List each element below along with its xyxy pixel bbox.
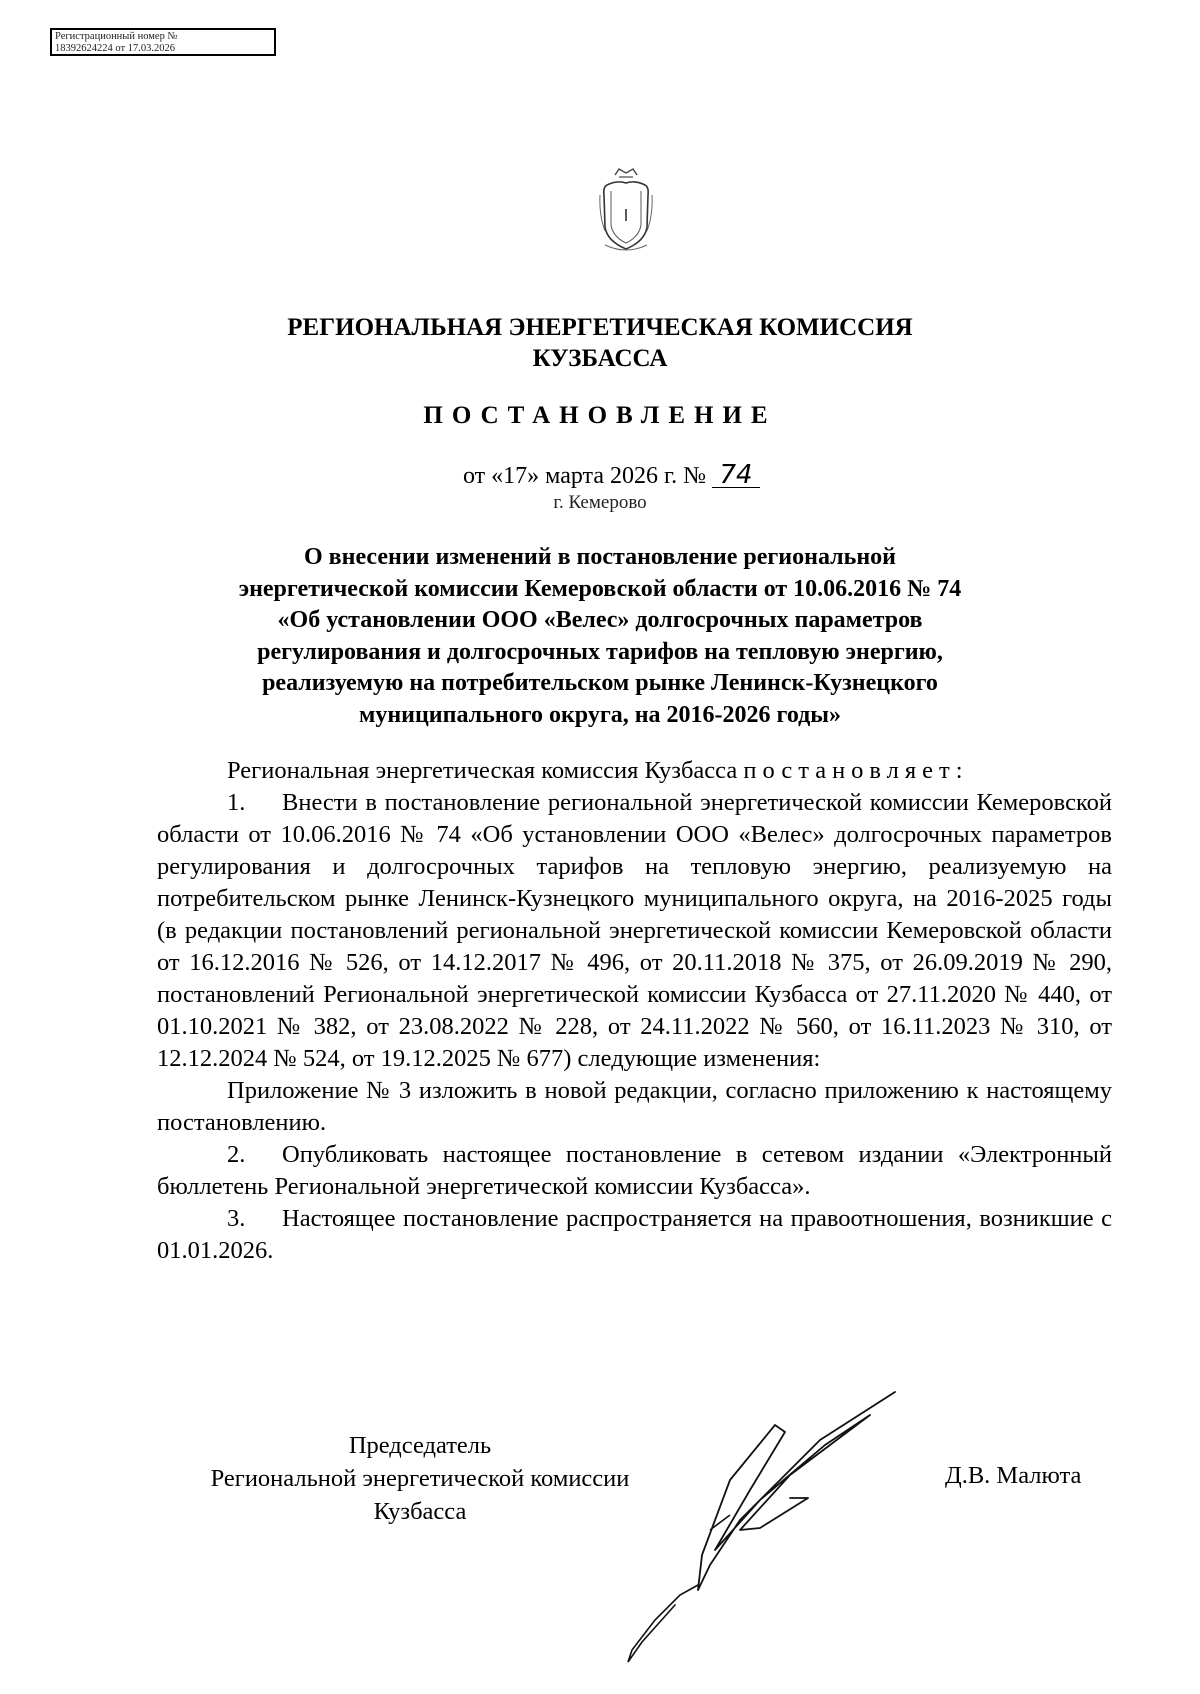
document-date: от «17» марта 2026 г. №	[463, 463, 706, 489]
subject-line: О внесении изменений в постановление региональной	[304, 544, 896, 570]
registration-number: 18392624224 от 17.03.2026	[55, 43, 175, 54]
item-text: Внести в постановление региональной энергетической комиссии Кемеровской области от 10.06.2016 № 74 «Об установлении ООО «Велес» долгосрочных параметров регулирования и долгосрочных тарифов на тепловую энергию, реализуемую на потребительском рынке Ленинск-Кузнецкого муниципального округа, на 2016-2025 годы (в редакции постановлений региональной энергетической комиссии Кемеровской области от 16.12.2016 № 526, от 14.12.2017 № 496, от 20.11.2018 № 375, от 26.09.2019 № 290, постановлений Региональной энергетической комиссии Кузбасса от 27.11.2020 № 440, от 01.10.2021 № 382, от 23.08.2022 № 228, от 24.11.2022 № 560, от 16.11.2023 № 310, от 12.12.2024 № 524, от 19.12.2025 № 677) следующие изменения:	[157, 789, 1112, 1072]
subject-line: реализуемую на потребительском рынке Ленинск-Кузнецкого	[262, 670, 938, 696]
subject-line: энергетической комиссии Кемеровской области от 10.06.2016 № 74	[238, 575, 962, 602]
coat-of-arms-icon	[597, 165, 655, 253]
signer-name: Д.В. Малюта	[945, 1462, 1082, 1489]
item-2	[157, 1139, 1112, 1203]
signer-line: Региональной энергетической комиссии	[210, 1465, 630, 1492]
item-3	[157, 1203, 1112, 1267]
item-number: 2.	[227, 1141, 246, 1168]
date-line	[463, 460, 760, 490]
signer-position	[160, 1429, 680, 1528]
item-1	[157, 787, 1112, 1075]
item-1-sub: Приложение № 3 изложить в новой редакции, согласно приложению к настоящему постановлению.	[157, 1077, 1112, 1136]
document-body	[157, 755, 1112, 1267]
signer-line: Председатель	[348, 1432, 492, 1459]
subject-line: «Об установлении ООО «Велес» долгосрочных параметров	[277, 607, 923, 633]
intro-text: Региональная энергетическая комиссия Кузбасса	[227, 757, 738, 784]
registration-label: Регистрационный номер №	[55, 31, 178, 42]
signature-icon	[620, 1380, 970, 1670]
document-city: г. Кемерово	[553, 492, 647, 513]
item-text: Настоящее постановление распространяется на правоотношения, возникшие с 01.01.2026.	[157, 1205, 1112, 1264]
subject-line: регулирования и долгосрочных тарифов на тепловую энергию,	[257, 638, 943, 665]
intro-paragraph	[157, 755, 1112, 787]
item-text: Опубликовать настоящее постановление в сетевом издании «Электронный бюллетень Региональной энергетической комиссии Кузбасса».	[157, 1141, 1112, 1200]
registration-stamp	[50, 28, 276, 56]
document-type: ПОСТАНОВЛЕНИЕ	[423, 402, 777, 429]
org-name-line1: РЕГИОНАЛЬНАЯ ЭНЕРГЕТИЧЕСКАЯ КОМИССИЯ	[287, 314, 913, 341]
item-number: 1.	[227, 789, 246, 816]
intro-verb: постановляет:	[743, 757, 969, 784]
subject-line: муниципального округа, на 2016-2026 годы»	[358, 701, 842, 728]
item-number: 3.	[227, 1205, 246, 1232]
signer-line: Кузбасса	[373, 1498, 467, 1525]
document-number: 74	[712, 463, 760, 488]
org-name-line2: КУЗБАССА	[532, 345, 668, 372]
document-subject	[190, 542, 1010, 731]
